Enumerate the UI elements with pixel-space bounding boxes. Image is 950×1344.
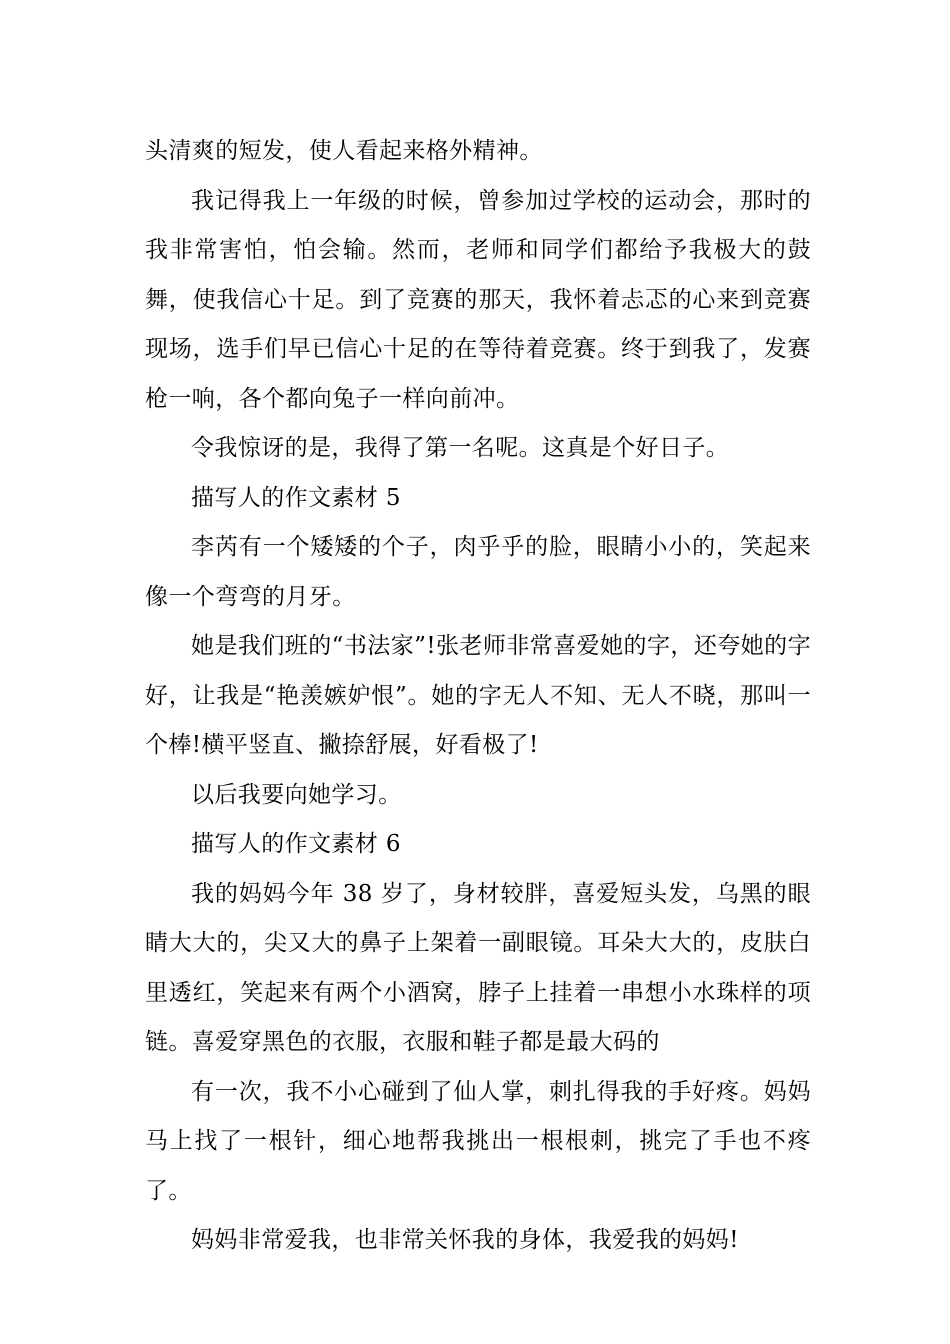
paragraph-sports-meet: 我记得我上一年级的时候，曾参加过学校的运动会，那时的我非常害怕，怕会输。然而，老师和同学们都给予我极大的鼓舞，使我信心十足。到了竞赛的那天，我怀着忐忑的心来到竞赛现场，选手们早已信心十足的在等待着竞赛。终于到我了，发赛枪一响，各个都向兔子一样向前冲。: [145, 187, 811, 412]
paragraph-li-rui: 李芮有一个矮矮的个子，肉乎乎的脸，眼睛小小的，笑起来像一个弯弯的月牙。: [145, 534, 811, 610]
paragraph-love-mother: 妈妈非常爱我，也非常关怀我的身体，我爱我的妈妈!: [191, 1227, 739, 1253]
section-heading-5: 描写人的作文素材 5: [191, 484, 401, 511]
section-heading-6: 描写人的作文素材 6: [191, 831, 401, 857]
paragraph-mother-description: 我的妈妈今年 38 岁了，身材较胖，喜爱短头发，乌黑的眼睛大大的，尖又大的鼻子上架着一副眼镜。耳朵大大的，皮肤白里透红，笑起来有两个小酒窝，脖子上挂着一串想小水珠样的项链。喜爱穿黑色的衣服，衣服和鞋子都是最大码的: [145, 880, 811, 1055]
paragraph-continuation: 头清爽的短发，使人看起来格外精神。: [145, 138, 543, 164]
paragraph-learn-from-her: 以后我要向她学习。: [191, 781, 402, 808]
paragraph-cactus: 有一次，我不小心碰到了仙人掌，刺扎得我的手好疼。妈妈马上找了一根针，细心地帮我挑出一根根刺，挑完了手也不疼了。: [145, 1078, 811, 1204]
paragraph-calligrapher: 她是我们班的“书法家”!张老师非常喜爱她的字，还夸她的字好，让我是“艳羡嫉妒恨”。她的字无人不知、无人不晓，那叫一个棒!横平竖直、撇捺舒展，好看极了!: [145, 633, 811, 758]
document-body: [145, 127, 811, 1266]
paragraph-first-place: 令我惊讶的是，我得了第一名呢。这真是个好日子。: [191, 435, 730, 461]
